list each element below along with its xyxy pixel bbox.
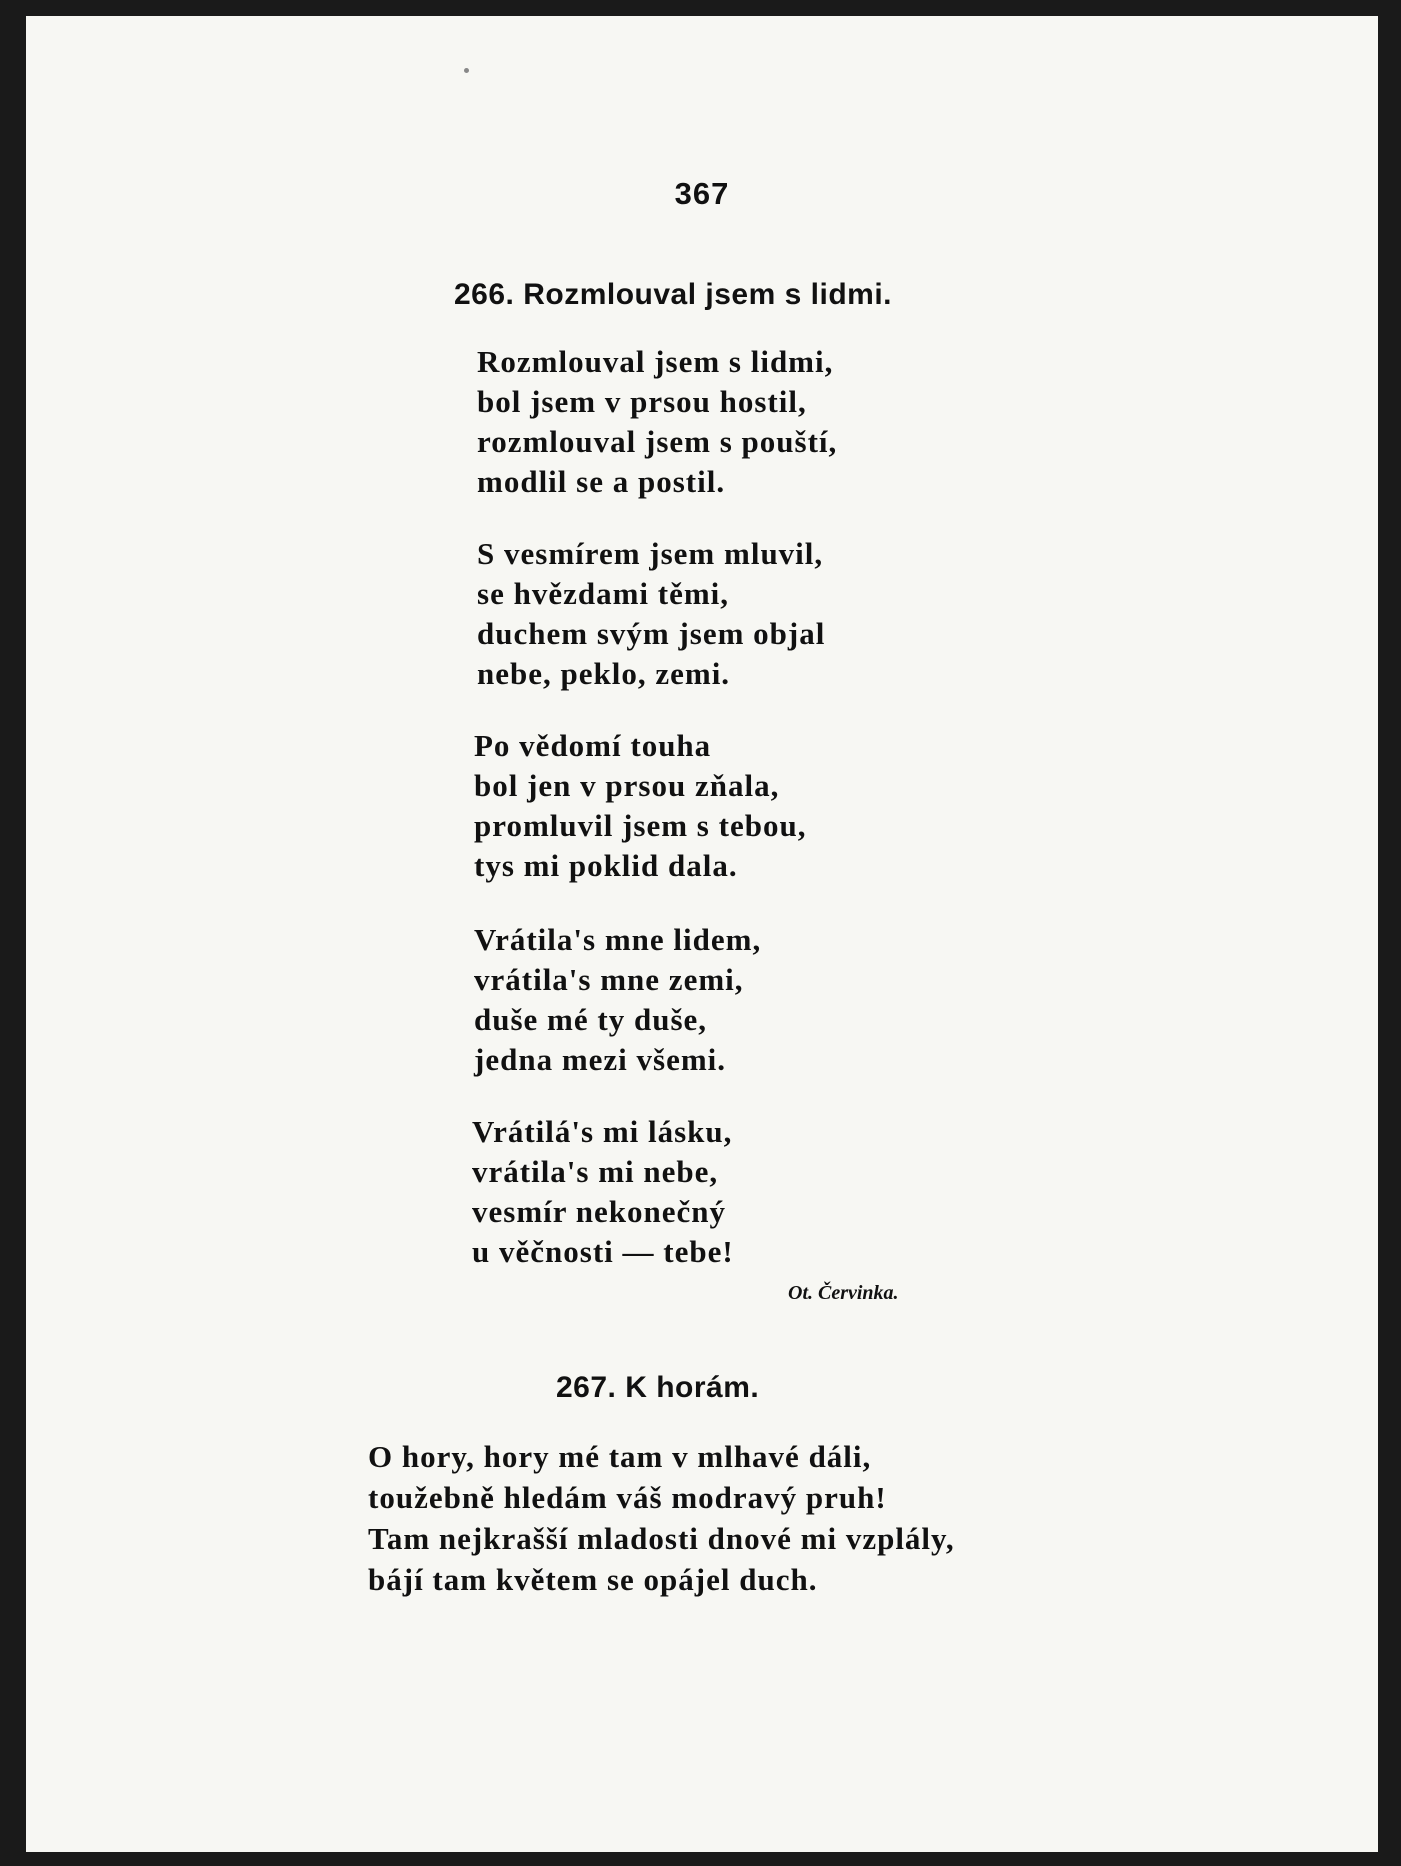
poem-line: rozmlouval jsem s pouští, — [477, 424, 838, 459]
poem-title: 267. K horám. — [556, 1371, 760, 1404]
scan-speck — [464, 68, 469, 73]
poem-line: toužebně hledám váš modravý pruh! — [368, 1480, 887, 1515]
poem-stanza — [368, 1436, 955, 1600]
page-number: 367 — [674, 176, 730, 211]
poem-stanza — [477, 534, 825, 694]
poem-line: vrátila's mne zemi, — [474, 962, 744, 997]
poem-line: Tam nejkrašší mladosti dnové mi vzplály, — [368, 1521, 955, 1556]
poem-line: bol jsem v prsou hostil, — [477, 384, 807, 419]
poem-line: O hory, hory mé tam v mlhavé dáli, — [368, 1439, 872, 1474]
poem-line: vrátila's mi nebe, — [472, 1154, 719, 1189]
poem-line: duchem svým jsem objal — [477, 616, 826, 651]
poem-stanza — [477, 342, 837, 502]
poem-line: tys mi poklid dala. — [474, 848, 738, 883]
poem-line: bol jen v prsou zňala, — [474, 768, 780, 803]
poem-line: Rozmlouval jsem s lidmi, — [477, 344, 834, 379]
poem-title: 266. Rozmlouval jsem s lidmi. — [454, 278, 892, 311]
poem-line: nebe, peklo, zemi. — [477, 656, 731, 691]
poem-line: vesmír nekonečný — [472, 1194, 726, 1229]
poem-stanza — [474, 726, 806, 886]
paper-sheet — [26, 16, 1378, 1852]
poem-line: jedna mezi všemi. — [474, 1042, 727, 1077]
poem-line: Po vědomí touha — [474, 728, 712, 763]
poem-stanza — [474, 920, 761, 1080]
poem-line: u věčnosti — tebe! — [472, 1234, 734, 1269]
poem-line: promluvil jsem s tebou, — [474, 808, 807, 843]
poem-line: modlil se a postil. — [477, 464, 726, 499]
poem-line: S vesmírem jsem mluvil, — [477, 536, 824, 571]
poem-line: bájí tam květem se opájel duch. — [368, 1562, 818, 1597]
poem-stanza — [472, 1112, 734, 1272]
poem-line: Vrátilá's mi lásku, — [472, 1114, 733, 1149]
poem-line: Vrátila's mne lidem, — [474, 922, 762, 957]
poem-author: Ot. Červinka. — [788, 1282, 899, 1304]
poem-line: duše mé ty duše, — [474, 1002, 708, 1037]
poem-line: se hvězdami těmi, — [477, 576, 730, 611]
